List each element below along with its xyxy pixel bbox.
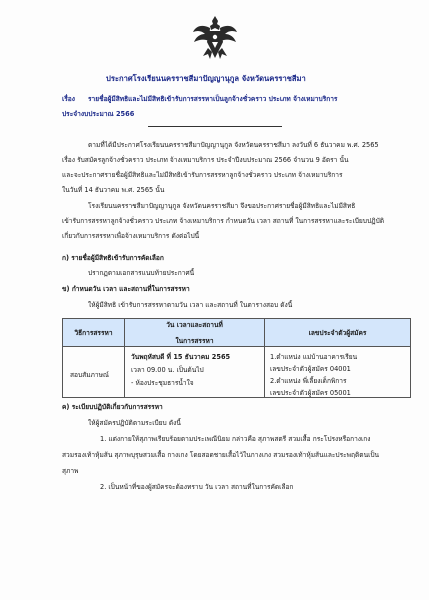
section-a-heading: ก) รายชื่อผู้มีสิทธิเข้ารับการคัดเลือก [62,254,164,262]
subject-label: เรื่อง [62,95,75,103]
col-header-method: วิธีการสรรหา [63,319,125,347]
col-header-datetime [125,319,265,347]
section-b-text: ให้ผู้มีสิทธิ เข้ารับการสรรหาตามวัน เวลา และสถานที่ ในตารางสอบ ดังนี้ [88,301,293,309]
section-c-heading: ค) ระเบียบปฏิบัติเกี่ยวกับการสรรหา [62,403,163,411]
applicant-position-2: 2.ตำแหน่ง พี่เลี้ยงเด็กพิการ [270,377,347,385]
para2-line3: เกี่ยวกับการสรรหาเพื่อจ้างเหมาบริการ ดังต่อไปนี้ [62,232,200,240]
exam-date: วันพฤหัสบดี ที่ 15 ธันวาคม 2565 [131,353,231,361]
section-a-text: ปรากฏตามเอกสารแนบท้ายประกาศนี้ [88,269,195,277]
para1-line1: ตามที่ได้มีประกาศโรงเรียนนครราชสีมาปัญญานุกูล จังหวัดนครราชสีมา ลงวันที่ 6 ธันวาคม พ.ศ. 2565 [88,141,379,149]
para1-line4: ในวันที่ 14 ธันวาคม พ.ศ. 2565 นั้น [62,186,165,194]
applicant-position-1: 1.ตำแหน่ง แม่บ้านอาคารเรียน [270,353,358,361]
cell-method [63,347,125,398]
col-header-datetime-line2: ในการสรรหา [175,337,214,345]
table-row [63,347,411,398]
applicant-number-1: เลขประจำตัวผู้สมัคร 04001 [270,365,351,373]
section-b-heading: ข) กำหนดวัน เวลา และสถานที่ในการสรรหา [62,285,190,293]
exam-time: เวลา 09.00 น. เป็นต้นไป [131,366,204,374]
rule1-line3: สุภาพ [62,467,79,475]
para1-line3: และจะประกาศรายชื่อผู้มีสิทธิและไม่มีสิทธิเข้ารับการสรรหาลูกจ้างชั่วคราว ประเภท จ้างเหมาบริการ [62,171,343,179]
schedule-table [62,318,411,398]
cell-applicants [265,347,411,398]
table-header-row [63,319,411,347]
rule2-line1: 2. เป็นหน้าที่ของผู้สมัครจะต้องทราบ วัน เวลา สถานที่ในการคัดเลือก [100,483,294,491]
col-header-datetime-line1: วัน เวลาและสถานที่ [166,321,223,329]
section-c-intro: ให้ผู้สมัครปฏิบัติตามระเบียบ ดังนี้ [88,419,181,427]
para2-line2: เข้ารับการสรรหาลูกจ้างชั่วคราว ประเภท จ้างเหมาบริการ กำหนดวัน เวลา สถานที่ ในการสรรหาและระเบียบปฏิบัติ [62,217,385,225]
para2-line1: โรงเรียนนครราชสีมาปัญญานุกูล จังหวัดนครราชสีมา จึงขอประกาศรายชื่อผู้มีสิทธิและไม่มีสิทธิ [88,202,356,210]
announcement-title: ประกาศโรงเรียนนครราชสีมาปัญญานุกูล จังหวัดนครราชสีมา [106,74,306,83]
subject-line-2: ประจำงบประมาณ 2566 [62,110,135,118]
applicant-number-2: เลขประจำตัวผู้สมัคร 05001 [270,389,351,397]
subject-line-1: รายชื่อผู้มีสิทธิและไม่มีสิทธิเข้ารับการสรรหาเป็นลูกจ้างชั่วคราว ประเภท จ้างเหมาบริการ [88,95,338,103]
exam-place: - ห้องประชุมธารน้ำใจ [131,379,194,387]
garuda-emblem-icon [190,12,240,62]
cell-datetime [125,347,265,398]
para1-line2: เรื่อง รับสมัครลูกจ้างชั่วคราว ประเภท จ้างเหมาบริการ ประจำปีงบประมาณ 2566 จำนวน 9 อัตรา นั้น [62,156,349,164]
method-text: สอบสัมภาษณ์ [70,371,110,379]
rule1-line1: 1. แต่งกายให้สุภาพเรียบร้อยตามประเพณีนิยม กล่าวคือ สุภาพสตรี สวมเสื้อ กระโปรงหรือกางเกง [100,435,371,443]
rule1-line2: สวมรองเท้าหุ้มส้น สุภาพบุรุษสวมเสื้อ กางเกง โดยสอดชายเสื้อไว้ในกางเกง สวมรองเท้าหุ้มส้นและประพฤติตนเป็น [62,451,380,459]
col-header-applicant-no: เลขประจำตัวผู้สมัคร [265,319,411,347]
header-divider [148,126,282,127]
